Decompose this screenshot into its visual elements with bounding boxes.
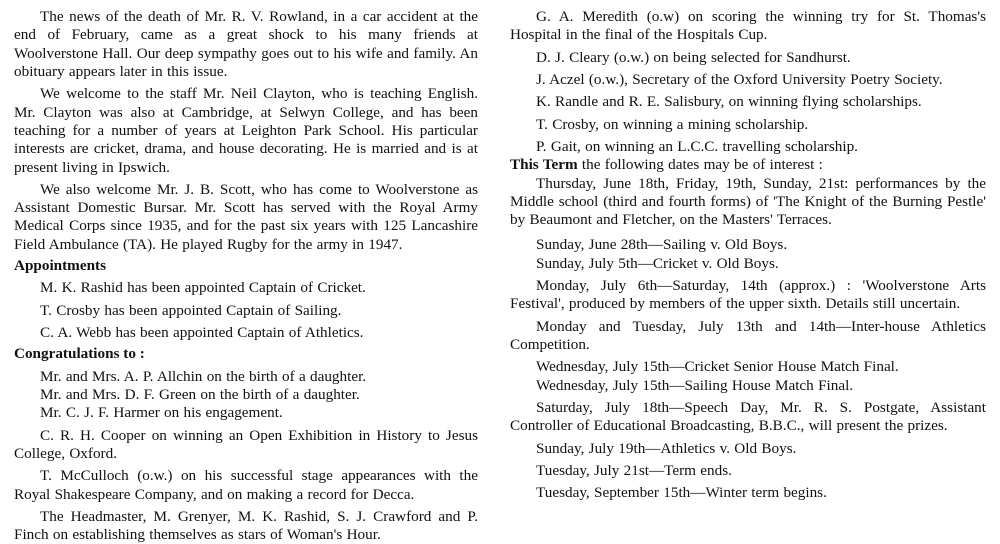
list-item: Monday and Tuesday, July 13th and 14th—Inter-house Athletics Competition.	[510, 317, 986, 353]
paragraph-rowland-obituary: The news of the death of Mr. R. V. Rowland, in a car accident at the end of February, came as a great shock to his many friends at Woolverstone Hall. Our deep sympathy goes out to his wife and family. An obituary appears later in this issue.	[14, 8, 478, 80]
this-term-intro-text: the following dates may be of interest :	[581, 156, 823, 174]
list-item: Wednesday, July 15th—Cricket Senior House Match Final.	[536, 358, 899, 376]
list-item: Mr. and Mrs. D. F. Green on the birth of a daughter.	[40, 385, 360, 403]
list-item: J. Aczel (o.w.), Secretary of the Oxford University Poetry Society.	[536, 70, 943, 88]
list-item: T. McCulloch (o.w.) on his successful stage appearances with the Royal Shakespeare Company, and on making a record for Decca.	[14, 467, 478, 503]
list-item: Sunday, June 28th—Sailing v. Old Boys.	[536, 236, 788, 254]
paragraph-welcome-scott: We also welcome Mr. J. B. Scott, who has come to Woolverstone as Assistant Domestic Bursar. Mr. Scott has served with the Royal Army Medical Corps since 1935, and for the past six years with 125 Lancashire Field Ambulance (TA). He played Rugby for the army in 1947.	[14, 180, 478, 253]
list-item: C. R. H. Cooper on winning an Open Exhibition in History to Jesus College, Oxford.	[14, 426, 478, 462]
list-item: Tuesday, July 21st—Term ends.	[536, 461, 732, 479]
list-item: P. Gait, on winning an L.C.C. travelling scholarship.	[536, 137, 858, 155]
list-item: T. Crosby has been appointed Captain of Sailing.	[40, 301, 342, 319]
list-item: Wednesday, July 15th—Sailing House Match Final.	[536, 376, 854, 394]
heading-appointments: Appointments	[14, 257, 106, 275]
list-item: Tuesday, September 15th—Winter term begins.	[536, 484, 827, 502]
paragraph-welcome-clayton: We welcome to the staff Mr. Neil Clayton, who is teaching English. Mr. Clayton was also at Cambridge, at Selwyn College, and has been teaching for a number of years at Leighton Park School. His particular interests are cricket, drama, and house decorating. He is married and is at present living in Ipswich.	[14, 85, 478, 176]
list-item: Sunday, July 19th—Athletics v. Old Boys.	[536, 439, 797, 457]
this-term-intro-line	[510, 156, 986, 174]
list-item: The Headmaster, M. Grenyer, M. K. Rashid, S. J. Crawford and P. Finch on establishing themselves as stars of Woman's Hour.	[14, 507, 478, 544]
list-item: D. J. Cleary (o.w.) on being selected for Sandhurst.	[536, 48, 851, 66]
this-term-label: This Term	[510, 156, 578, 174]
left-column	[14, 8, 500, 544]
heading-congratulations: Congratulations to :	[14, 345, 145, 363]
list-item: M. K. Rashid has been appointed Captain of Cricket.	[40, 279, 366, 297]
list-item: Saturday, July 18th—Speech Day, Mr. R. S. Postgate, Assistant Controller of Educational Broadcasting, B.B.C., will present the prizes.	[510, 398, 986, 435]
list-item: Monday, July 6th—Saturday, 14th (approx.) : 'Woolverstone Arts Festival', produced by members of the upper sixth. Details still uncertain.	[510, 277, 986, 313]
list-item: K. Randle and R. E. Salisbury, on winning flying scholarships.	[536, 93, 922, 111]
right-column	[500, 8, 986, 528]
list-item: Sunday, July 5th—Cricket v. Old Boys.	[536, 254, 779, 272]
list-item: T. Crosby, on winning a mining scholarship.	[536, 115, 809, 133]
list-item: G. A. Meredith (o.w) on scoring the winning try for St. Thomas's Hospital in the final of the Hospitals Cup.	[510, 8, 986, 44]
events-spacer	[510, 229, 986, 236]
list-item: Mr. and Mrs. A. P. Allchin on the birth of a daughter.	[40, 367, 367, 385]
list-item: C. A. Webb has been appointed Captain of Athletics.	[40, 324, 364, 341]
list-item: Mr. C. J. F. Harmer on his engagement.	[40, 404, 283, 422]
event-performances: Thursday, June 18th, Friday, 19th, Sunday, 21st: performances by the Middle school (third and fourth forms) of 'The Knight of the Burning Pestle' by Beaumont and Fletcher, on the Masters' Terraces.	[510, 174, 986, 229]
